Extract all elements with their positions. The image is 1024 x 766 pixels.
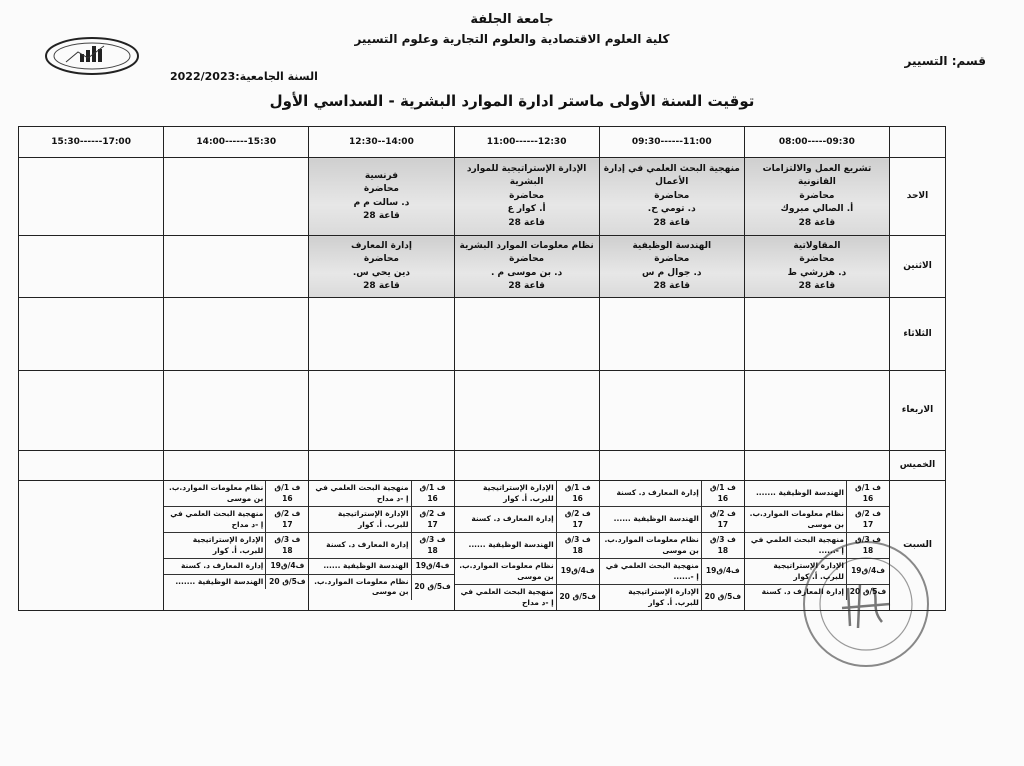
group-course: منهجية البحث العلمي في إ -د مداح: [460, 587, 554, 607]
schedule-cell: [744, 298, 889, 371]
group-room-label: ف 2/ق 17: [556, 507, 599, 533]
schedule-cell: [454, 158, 599, 236]
schedule-cell: [19, 158, 164, 236]
group-room-label: ف 2/ق 17: [701, 507, 744, 533]
group-room-label: ف 1/ق 16: [556, 481, 599, 507]
session-room: قاعة 28: [653, 281, 691, 291]
day-row: [19, 298, 946, 371]
group-course: نظام معلومات الموارد.ب. بن موسى: [455, 559, 557, 585]
group-course: الإدارة الإستراتيجية للبرب. أ. كوار: [628, 587, 699, 607]
group-row: [164, 507, 308, 533]
group-course: الإدارة الإستراتيجية للبرب. أ. كوار: [455, 481, 557, 507]
group-room-label: ف 3/ق 18: [266, 533, 309, 559]
group-course: الهندسة الوظيفية .......: [745, 481, 847, 507]
group-subtable: [309, 481, 453, 600]
group-row: [309, 574, 453, 600]
group-room-label: ف4/ق19: [847, 559, 890, 585]
group-room-label: ف 2/ق 17: [266, 507, 309, 533]
group-row: [309, 559, 453, 575]
schedule-cell: [744, 481, 889, 611]
group-room-label: ف 2/ق 17: [411, 507, 454, 533]
schedule-cell: [454, 451, 599, 481]
group-course: منهجية البحث العلمي في إ -......: [600, 559, 702, 585]
group-row: [164, 574, 308, 589]
group-row: [455, 585, 599, 611]
schedule-cell: [454, 371, 599, 451]
university-name: جامعة الجلفة: [470, 12, 554, 27]
group-row: [455, 533, 599, 559]
schedule-cell: [19, 371, 164, 451]
session-type: محاضرة: [654, 254, 690, 264]
schedule-cell: [599, 481, 744, 611]
group-course: نظام معلومات الموارد.ب. بن موسى: [600, 533, 702, 559]
university-logo-icon: [44, 36, 140, 76]
day-row: [19, 158, 946, 236]
day-label: الاثنين: [890, 236, 946, 298]
group-row: [745, 507, 889, 533]
session-teacher: أ. كوار ع: [507, 204, 546, 215]
group-course: إدارة المعارف د. كسنة: [164, 559, 266, 575]
group-row: [600, 507, 744, 533]
group-course: نظام معلومات الموارد.ب. بن موسى: [164, 481, 266, 507]
day-row: [19, 451, 946, 481]
schedule-cell: [309, 236, 454, 298]
group-course: منهجية البحث العلمي في إ -د مداح: [164, 507, 266, 533]
schedule-cell: [744, 236, 889, 298]
group-room-label: ف5/ق 20: [556, 585, 599, 611]
group-row: [745, 585, 889, 600]
session-course: منهجية البحث العلمي في إدارة الأعمال: [603, 163, 740, 188]
session-teacher: د. جوال م س: [642, 267, 702, 278]
group-course: نظام معلومات الموارد.ب. بن موسى: [745, 507, 847, 533]
department: قسم: التسيير: [904, 54, 986, 68]
session-room: قاعة 28: [798, 281, 836, 291]
corner-cell: [890, 127, 946, 158]
schedule-cell: [744, 158, 889, 236]
group-course: الهندسة الوظيفية ......: [309, 559, 411, 575]
schedule-cell: [309, 481, 454, 611]
session-room: قاعة 28: [363, 211, 400, 221]
session-room: قاعة 28: [508, 217, 545, 228]
schedule-cell: [164, 158, 309, 236]
group-room-label: ف 3/ق 18: [701, 533, 744, 559]
schedule-cell: [599, 451, 744, 481]
group-course: منهجية البحث العلمي في إ -......: [745, 533, 847, 559]
faculty-name: كلية العلوم الاقتصادية والعلوم التجارية وعلوم التسيير: [354, 32, 670, 46]
schedule-cell: [599, 298, 744, 371]
group-row: [745, 533, 889, 559]
group-course: إدارة المعارف د. كسنة: [455, 507, 557, 533]
timetable: [18, 126, 946, 611]
group-row: [309, 481, 453, 507]
session-course: المقاولاتية: [793, 240, 841, 251]
session-teacher: د. بن موسى م .: [490, 267, 563, 278]
group-subtable: [455, 481, 599, 610]
group-row: [600, 585, 744, 611]
group-course: إدارة المعارف د. كسنة: [600, 481, 702, 507]
time-slot-header: 12:30------11:00: [454, 127, 599, 158]
day-row: [19, 236, 946, 298]
schedule-cell: [599, 158, 744, 236]
session-teacher: د. هزرشي ط: [787, 267, 847, 278]
schedule-cell: [19, 451, 164, 481]
group-room-label: ف 3/ق 18: [847, 533, 890, 559]
group-row: [455, 507, 599, 533]
group-course: إدارة المعارف د. كسنة: [309, 533, 411, 559]
day-label: الخميس: [890, 451, 946, 481]
group-room-label: ف 2/ق 17: [847, 507, 890, 533]
time-slot-header: 09:30-----08:00: [744, 127, 889, 158]
schedule-cell: [164, 298, 309, 371]
group-room-label: ف4/ق19: [266, 559, 309, 575]
group-row: [455, 481, 599, 507]
day-row: [19, 481, 946, 611]
document-header: [0, 0, 1024, 120]
group-room-label: ف5/ق 20: [266, 574, 309, 589]
session-type: محاضرة: [363, 254, 399, 264]
schedule-cell: [309, 298, 454, 371]
day-row: [19, 371, 946, 451]
day-label: السبت: [890, 481, 946, 611]
session-course: الهندسة الوظيفية: [632, 240, 712, 251]
day-label: الاحد: [890, 158, 946, 236]
session-teacher: أ. الصالي مبروك: [780, 204, 854, 215]
group-course: الإدارة الإستراتيجية للبرب. أ. كوار: [164, 533, 266, 559]
schedule-cell: [454, 298, 599, 371]
schedule-cell: [164, 451, 309, 481]
session-type: محاضرة: [509, 254, 545, 264]
time-slot-header: 11:00------09:30: [599, 127, 744, 158]
group-room-label: ف 3/ق 18: [411, 533, 454, 559]
session-type: محاضرة: [799, 254, 835, 264]
group-row: [164, 559, 308, 575]
time-slot-header-row: [19, 127, 946, 158]
session-course: نظام معلومات الموارد البشرية: [459, 240, 594, 251]
group-room-label: ف4/ق19: [556, 559, 599, 585]
group-row: [455, 559, 599, 585]
group-room-label: ف 1/ق 16: [266, 481, 309, 507]
group-room-label: ف 3/ق 18: [556, 533, 599, 559]
group-subtable: [745, 481, 889, 600]
day-label: الاربعاء: [890, 371, 946, 451]
group-course: الهندسة الوظيفية ......: [600, 507, 702, 533]
group-subtable: [600, 481, 744, 610]
group-course: منهجية البحث العلمي في إ -د مداح: [309, 481, 411, 507]
group-room-label: ف4/ق19: [411, 559, 454, 575]
group-subtable: [164, 481, 308, 589]
day-label: الثلاثاء: [890, 298, 946, 371]
time-slot-header: 14:00--12:30: [309, 127, 454, 158]
session-teacher: دين يحي س.: [352, 267, 411, 278]
group-course: الهندسة الوظيفية ......: [455, 533, 557, 559]
group-course: الإدارة الإستراتيجية للبرب. أ. كوار: [309, 507, 411, 533]
session-room: قاعة 28: [508, 281, 545, 291]
schedule-cell: [599, 371, 744, 451]
session-course: إدارة المعارف: [350, 240, 412, 251]
group-row: [164, 481, 308, 507]
schedule-cell: [164, 481, 309, 611]
group-row: [309, 533, 453, 559]
schedule-cell: [744, 451, 889, 481]
schedule-cell: [309, 371, 454, 451]
group-row: [745, 559, 889, 585]
schedule-cell: [309, 451, 454, 481]
time-slot-header: 17:00------15:30: [19, 127, 164, 158]
group-room-label: ف5/ق 20: [847, 585, 890, 600]
session-type: محاضرة: [509, 190, 545, 201]
group-course: الهندسة الوظيفية .......: [175, 576, 264, 586]
group-room-label: ف5/ق 20: [411, 574, 454, 600]
session-teacher: د. سالت م م: [353, 197, 410, 208]
group-room-label: ف 1/ق 16: [411, 481, 454, 507]
schedule-cell: [454, 236, 599, 298]
schedule-cell: [164, 371, 309, 451]
group-room-label: ف 1/ق 16: [847, 481, 890, 507]
session-course: فرنسية: [364, 170, 399, 181]
schedule-cell: [309, 158, 454, 236]
time-slot-header: 15:30------14:00: [164, 127, 309, 158]
session-course: تشريع العمل والالتزامات القانونية: [762, 163, 872, 188]
group-course: الإدارة الإستراتيجية للبرب. أ. كوار: [745, 559, 847, 585]
schedule-cell: [19, 236, 164, 298]
group-row: [600, 559, 744, 585]
group-course: إدارة المعارف د. كسنة: [761, 587, 844, 596]
academic-year: السنة الجامعية:2022/2023: [170, 70, 318, 83]
group-room-label: ف4/ق19: [701, 559, 744, 585]
schedule-cell: [19, 298, 164, 371]
session-course: الإدارة الإستراتيجية للموارد البشرية: [466, 163, 587, 188]
group-row: [600, 481, 744, 507]
session-room: قاعة 28: [363, 281, 400, 291]
group-row: [164, 533, 308, 559]
session-type: محاضرة: [363, 184, 399, 194]
session-room: قاعة 28: [653, 217, 691, 228]
schedule-cell: [454, 481, 599, 611]
group-row: [600, 533, 744, 559]
session-type: محاضرة: [654, 190, 690, 201]
session-room: قاعة 28: [798, 217, 836, 228]
group-course: نظام معلومات الموارد.ب. بن موسى: [314, 576, 409, 596]
schedule-title: توقيت السنة الأولى ماستر ادارة الموارد البشرية - السداسي الأول: [269, 92, 755, 110]
session-type: محاضرة: [799, 190, 835, 201]
group-room-label: ف5/ق 20: [701, 585, 744, 611]
schedule-cell: [19, 481, 164, 611]
session-teacher: د. تومي ح.: [647, 204, 696, 215]
group-row: [745, 481, 889, 507]
schedule-cell: [599, 236, 744, 298]
group-row: [309, 507, 453, 533]
schedule-cell: [164, 236, 309, 298]
schedule-cell: [744, 371, 889, 451]
group-room-label: ف 1/ق 16: [701, 481, 744, 507]
